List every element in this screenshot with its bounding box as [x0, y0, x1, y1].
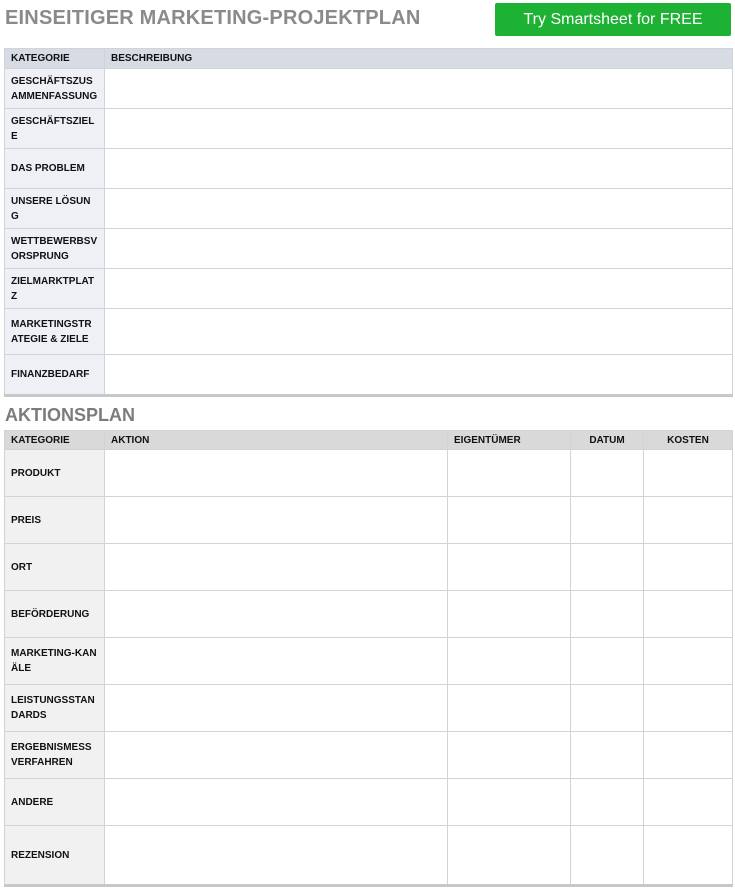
aktion-cell[interactable]	[105, 591, 448, 638]
table-row	[5, 269, 733, 309]
kosten-cell[interactable]	[644, 638, 733, 685]
column-header-kosten: KOSTEN	[644, 431, 733, 450]
column-header-kategorie: KATEGORIE	[5, 49, 105, 69]
kosten-cell[interactable]	[644, 591, 733, 638]
table-row	[5, 732, 733, 779]
description-cell[interactable]	[105, 109, 733, 149]
category-cell: WETTBEWERBSVORSPRUNG	[5, 229, 105, 269]
datum-cell[interactable]	[571, 450, 644, 497]
aktion-cell[interactable]	[105, 685, 448, 732]
datum-cell[interactable]	[571, 497, 644, 544]
column-header-beschreibung: BESCHREIBUNG	[105, 49, 733, 69]
category-cell: ORT	[5, 544, 105, 591]
action-plan-table	[4, 430, 733, 887]
category-cell: PREIS	[5, 497, 105, 544]
eigentuemer-cell[interactable]	[448, 638, 571, 685]
table-row	[5, 229, 733, 269]
description-cell[interactable]	[105, 269, 733, 309]
eigentuemer-cell[interactable]	[448, 779, 571, 826]
datum-cell[interactable]	[571, 779, 644, 826]
table-row	[5, 779, 733, 826]
kosten-cell[interactable]	[644, 732, 733, 779]
category-cell: FINANZBEDARF	[5, 355, 105, 396]
column-header-datum: DATUM	[571, 431, 644, 450]
description-cell[interactable]	[105, 309, 733, 355]
category-cell: ERGEBNISMESSVERFAHREN	[5, 732, 105, 779]
kosten-cell[interactable]	[644, 497, 733, 544]
table-row	[5, 189, 733, 229]
kosten-cell[interactable]	[644, 450, 733, 497]
eigentuemer-cell[interactable]	[448, 591, 571, 638]
category-cell: ANDERE	[5, 779, 105, 826]
table-row	[5, 685, 733, 732]
category-cell: BEFÖRDERUNG	[5, 591, 105, 638]
table-row	[5, 69, 733, 109]
datum-cell[interactable]	[571, 732, 644, 779]
column-header-kategorie: KATEGORIE	[5, 431, 105, 450]
description-cell[interactable]	[105, 229, 733, 269]
aktion-cell[interactable]	[105, 497, 448, 544]
action-plan-header-row	[5, 431, 733, 450]
category-cell: LEISTUNGSSTANDARDS	[5, 685, 105, 732]
category-cell: DAS PROBLEM	[5, 149, 105, 189]
eigentuemer-cell[interactable]	[448, 450, 571, 497]
datum-cell[interactable]	[571, 685, 644, 732]
datum-cell[interactable]	[571, 638, 644, 685]
aktion-cell[interactable]	[105, 826, 448, 886]
eigentuemer-cell[interactable]	[448, 544, 571, 591]
eigentuemer-cell[interactable]	[448, 497, 571, 544]
table-row	[5, 109, 733, 149]
try-smartsheet-button[interactable]: Try Smartsheet for FREE	[495, 3, 731, 36]
datum-cell[interactable]	[571, 826, 644, 886]
page-title: EINSEITIGER MARKETING-PROJEKTPLAN	[5, 7, 421, 29]
table-row	[5, 544, 733, 591]
table-row	[5, 309, 733, 355]
datum-cell[interactable]	[571, 544, 644, 591]
category-cell: PRODUKT	[5, 450, 105, 497]
table-row	[5, 497, 733, 544]
kosten-cell[interactable]	[644, 544, 733, 591]
kosten-cell[interactable]	[644, 685, 733, 732]
eigentuemer-cell[interactable]	[448, 826, 571, 886]
datum-cell[interactable]	[571, 591, 644, 638]
aktion-cell[interactable]	[105, 450, 448, 497]
table-row	[5, 355, 733, 396]
category-cell: MARKETING-KANÄLE	[5, 638, 105, 685]
description-cell[interactable]	[105, 189, 733, 229]
column-header-eigentuemer: EIGENTÜMER	[448, 431, 571, 450]
section-title-aktionsplan: AKTIONSPLAN	[5, 405, 135, 425]
table-row	[5, 149, 733, 189]
aktion-cell[interactable]	[105, 779, 448, 826]
table-row	[5, 591, 733, 638]
eigentuemer-cell[interactable]	[448, 732, 571, 779]
overview-table	[4, 48, 733, 397]
category-cell: GESCHÄFTSZIELE	[5, 109, 105, 149]
description-cell[interactable]	[105, 69, 733, 109]
column-header-aktion: AKTION	[105, 431, 448, 450]
kosten-cell[interactable]	[644, 826, 733, 886]
category-cell: GESCHÄFTSZUSAMMENFASSUNG	[5, 69, 105, 109]
eigentuemer-cell[interactable]	[448, 685, 571, 732]
description-cell[interactable]	[105, 355, 733, 396]
kosten-cell[interactable]	[644, 779, 733, 826]
aktion-cell[interactable]	[105, 544, 448, 591]
table-row	[5, 450, 733, 497]
description-cell[interactable]	[105, 149, 733, 189]
category-cell: UNSERE LÖSUNG	[5, 189, 105, 229]
table-row	[5, 826, 733, 886]
category-cell: MARKETINGSTRATEGIE & ZIELE	[5, 309, 105, 355]
category-cell: ZIELMARKTPLATZ	[5, 269, 105, 309]
aktion-cell[interactable]	[105, 732, 448, 779]
category-cell: REZENSION	[5, 826, 105, 886]
overview-header-row	[5, 49, 733, 69]
table-row	[5, 638, 733, 685]
aktion-cell[interactable]	[105, 638, 448, 685]
